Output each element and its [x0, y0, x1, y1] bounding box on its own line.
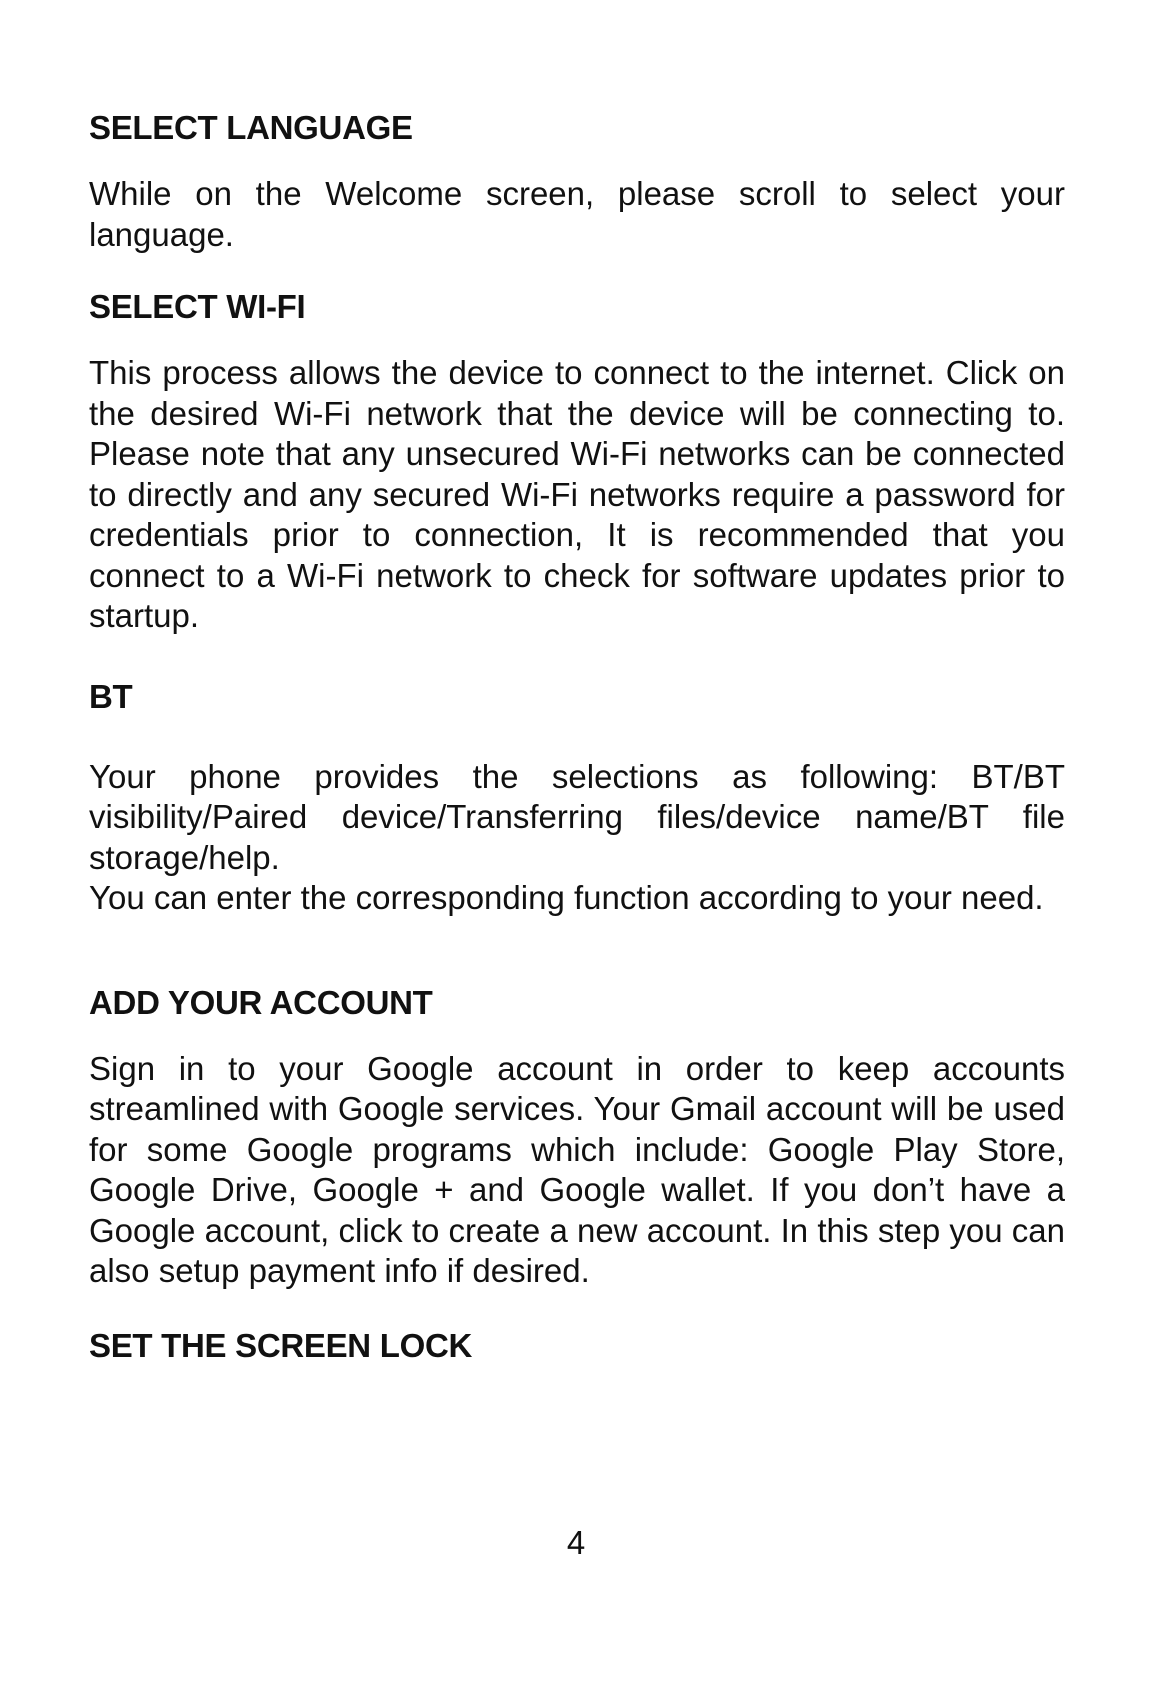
section-body-bt-selections: Your phone provides the selections as following: BT/BT visibility/Paired device/Transferring files/device name/BT file storage/help.	[89, 757, 1065, 876]
section-body-bt-usage: You can enter the corresponding function according to your need.	[89, 879, 1044, 916]
section-heading-bt: BT	[89, 677, 133, 715]
section-heading-select-wifi: SELECT WI-FI	[89, 288, 306, 325]
section-body-add-account: Sign in to your Google account in order to keep accounts streamlined with Google services. Your Gmail account will be used for some Google programs which include: Google Play Store, Google Drive, Google + and Google wallet. If you don’t have a Google account, click to create a new account. In this step you can also setup payment info if desired.	[89, 1049, 1065, 1289]
document-page	[89, 108, 1065, 1366]
section-heading-screen-lock: SET THE SCREEN LOCK	[89, 1326, 473, 1364]
section-heading-add-account: ADD YOUR ACCOUNT	[89, 983, 433, 1021]
section-body-select-wifi: This process allows the device to connect to the internet. Click on the desired Wi-Fi network that the device will be connecting to. Please note that any unsecured Wi-Fi networks can be connected to directly and any secured Wi-Fi networks require a password for credentials prior to connection, It is recommended that you connect to a Wi-Fi network to check for software updates prior to startup.	[89, 354, 1065, 634]
section-body-select-language: While on the Welcome screen, please scroll to select your language.	[89, 175, 1065, 253]
section-heading-select-language: SELECT LANGUAGE	[89, 109, 413, 146]
page-number: 4	[566, 1524, 586, 1561]
